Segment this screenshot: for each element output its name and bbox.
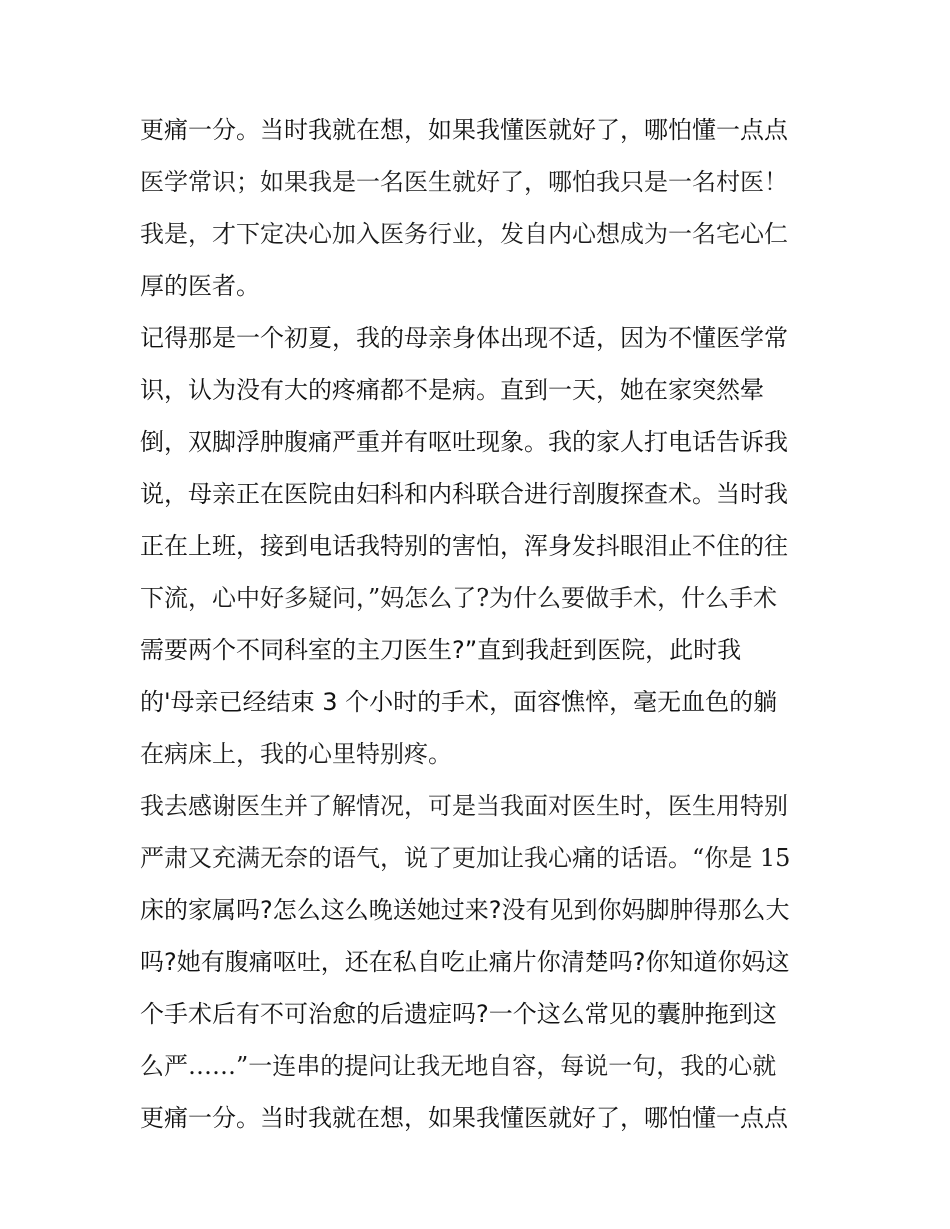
- text-line-3: 我是，才下定决心加入医务行业，发自内心想成为一名宅心仁: [140, 220, 788, 248]
- text-line-14: 我去感谢医生并了解情况，可是当我面对医生时，医生用特别: [140, 792, 788, 820]
- text-line-17: 吗?她有腹痛呕吐，还在私自吃止痛片你清楚吗?你知道你妈这: [140, 948, 790, 976]
- text-line-4: 厚的医者。: [140, 272, 260, 300]
- text-line-9: 正在上班，接到电话我特别的害怕，浑身发抖眼泪止不住的往: [140, 532, 788, 560]
- text-line-7: 倒，双脚浮肿腹痛严重并有呕吐现象。我的家人打电话告诉我: [140, 428, 788, 456]
- body-text: [140, 104, 820, 1144]
- text-line-11: 需要两个不同科室的主刀医生?”直到我赶到医院，此时我: [140, 636, 742, 664]
- text-line-1: 更痛一分。当时我就在想，如果我懂医就好了，哪怕懂一点点: [140, 116, 788, 144]
- text-line-5: 记得那是一个初夏，我的母亲身体出现不适，因为不懂医学常: [140, 324, 788, 352]
- text-line-15: 严肃又充满无奈的语气，说了更加让我心痛的话语。“你是 15: [140, 844, 791, 872]
- text-line-10: 下流，心中好多疑问，”妈怎么了?为什么要做手术，什么手术: [140, 584, 778, 612]
- text-line-19: 么严……”一连串的提问让我无地自容，每说一句，我的心就: [140, 1052, 777, 1080]
- text-line-12: 的'母亲已经结束 3 个小时的手术，面容憔悴，毫无血色的躺: [140, 688, 778, 716]
- text-line-20: 更痛一分。当时我就在想，如果我懂医就好了，哪怕懂一点点: [140, 1104, 788, 1132]
- text-line-13: 在病床上，我的心里特别疼。: [140, 740, 452, 768]
- text-line-18: 个手术后有不可治愈的后遗症吗?一个这么常见的囊肿拖到这: [140, 1000, 777, 1028]
- text-line-2: 医学常识；如果我是一名医生就好了，哪怕我只是一名村医！: [140, 168, 788, 196]
- text-line-6: 识，认为没有大的疼痛都不是病。直到一天，她在家突然晕: [140, 376, 764, 404]
- text-line-8: 说，母亲正在医院由妇科和内科联合进行剖腹探查术。当时我: [140, 480, 788, 508]
- text-line-16: 床的家属吗?怎么这么晚送她过来?没有见到你妈脚肿得那么大: [140, 896, 790, 924]
